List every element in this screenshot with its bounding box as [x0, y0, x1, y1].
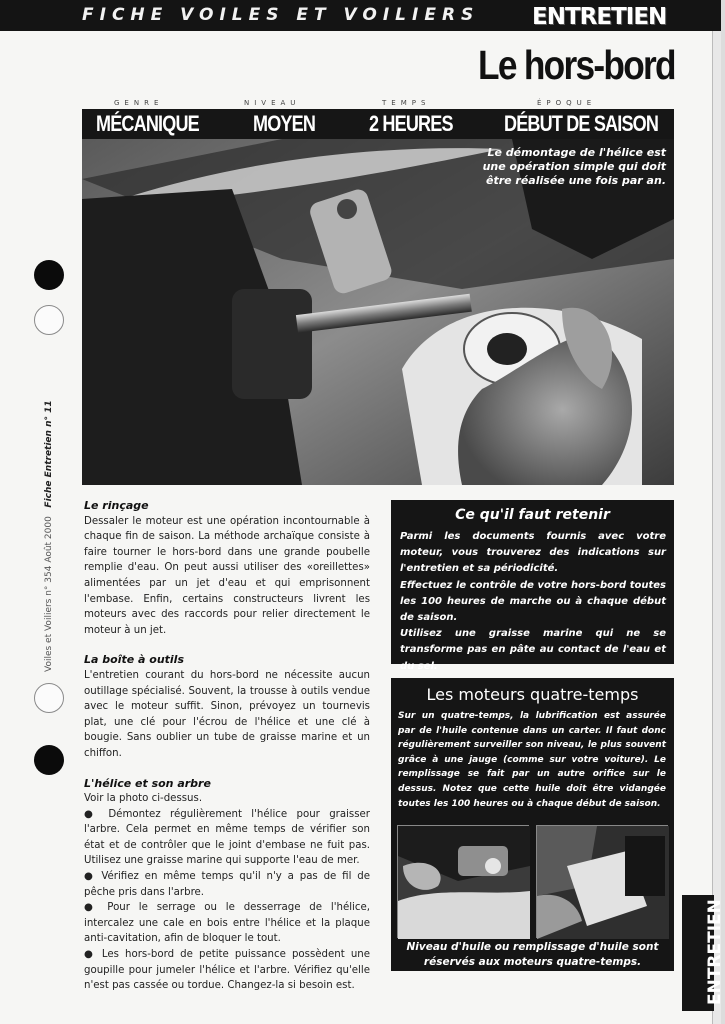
- bullet-paragraph: ● Les hors-bord de petite puissance possèdent une goupille pour jumeler l'hélice et l'arbre. Vérifiez qu'elle n'est pas cassée ou tordue. Changez-la si besoin est.: [84, 949, 370, 992]
- quatre-temps-body: Sur un quatre-temps, la lubrification est assurée par de l'huile contenue dans un carter. Il faut donc régulièrement surveiller son niveau, le plus souvent grâce à une jauge (comme sur votre voiture). Le remplissage se fait par un autre orifice sur le dessus. Notez que cette huile doit être vidangée toutes les 100 heures ou à chaque début de saison.: [398, 711, 666, 809]
- paragraph: Voir la photo ci-dessus.: [84, 793, 203, 805]
- heading-helice: L'hélice et son arbre: [84, 776, 211, 790]
- page-edge: [712, 31, 721, 1024]
- info-labels: [82, 99, 674, 109]
- heading-boite-a-outils: La boîte à outils: [84, 653, 184, 667]
- main-photo: [82, 139, 674, 485]
- paragraph: L'entretien courant du hors-bord ne nécessite aucun outillage spécialisé. Souvent, la trousse à outils vendue avec le moteur suffit. Sinon, prévoyez un tournevis plat, une clé pour l'écrou de l'hélice et une clé à bougie. Sans oublier un tube de graisse marine et un chiffon.: [84, 669, 370, 759]
- issue-reference: [44, 400, 54, 672]
- quatre-temps-title: Les moteurs quatre-temps: [426, 685, 639, 704]
- value-temps: 2 HEURES: [369, 111, 453, 136]
- binder-hole: [34, 260, 64, 290]
- oil-bottle-illustration: [537, 826, 669, 939]
- issue-label: Voiles et Voiliers n° 354 Août 2000: [44, 516, 54, 672]
- info-bar: [82, 109, 674, 139]
- top-banner: [0, 0, 721, 31]
- label-temps: TEMPS: [382, 99, 431, 107]
- heading-rincage: Le rinçage: [84, 499, 149, 512]
- retenir-point: Utilisez une graisse marine qui ne se transforme pas en pâte au contact de l'eau et du sel.: [400, 628, 666, 672]
- bullet-paragraph: ● Pour le serrage ou le desserrage de l'hélice, intercalez une cale en bois entre l'hélice et la plaque anti-cavitation, afin de bloquer le tout.: [84, 902, 370, 945]
- label-epoque: ÉPOQUE: [537, 99, 597, 107]
- engine-photo-illustration: [398, 826, 530, 939]
- label-niveau: NIVEAU: [244, 99, 301, 107]
- quatre-temps-caption: Niveau d'huile ou remplissage d'huile sont réservés aux moteurs quatre-temps.: [406, 941, 659, 968]
- retenir-point: Parmi les documents fournis avec votre moteur, vous trouverez des indications sur l'entretien et sa périodicité.: [400, 531, 666, 575]
- photo-caption: Le démontage de l'hélice est une opération simple qui doit être réalisée une fois par an.: [482, 146, 666, 187]
- value-genre: MÉCANIQUE: [96, 111, 199, 136]
- binder-hole: [34, 745, 64, 775]
- retenir-title: Ce qu'il faut retenir: [455, 507, 610, 523]
- page-title: Le hors-bord: [478, 42, 675, 88]
- fiche-number: Fiche Entretien n° 11: [44, 400, 54, 508]
- quatre-temps-box: [391, 678, 674, 971]
- propeller-photo-illustration: [82, 139, 674, 485]
- label-genre: GENRE: [114, 99, 164, 107]
- section-tab-label: ENTRETIEN: [705, 899, 725, 1005]
- paragraph: Dessaler le moteur est une opération incontournable à chaque fin de saison. La méthode archaïque consiste à faire tourner le hors-bord dans une grande poubelle remplie d'eau. On peut aussi utiliser des «oreillettes» alimentées par un jet d'eau et qui emprisonnent l'embase. Enfin, certains constructeurs livrent les moteurs avec des raccords pour relier directement le moteur à un jet.: [84, 515, 370, 636]
- oil-level-photo: [397, 825, 529, 938]
- value-epoque: DÉBUT DE SAISON: [504, 111, 659, 136]
- bullet-paragraph: ● Démontez régulièrement l'hélice pour graisser l'arbre. Cela permet en même temps de vérifier son état et de contrôler que le joint d'embase ne fuit pas. Utilisez une graisse marine qui supporte l'eau de mer.: [84, 808, 370, 867]
- value-niveau: MOYEN: [253, 111, 316, 136]
- section-tab: [682, 895, 725, 1011]
- binder-hole: [34, 305, 64, 335]
- binder-hole: [34, 683, 64, 713]
- bullet-paragraph: ● Vérifiez en même temps qu'il n'y a pas de fil de pêche pris dans l'arbre.: [84, 871, 370, 898]
- series-title: FICHE VOILES ET VOILIERS: [82, 5, 480, 25]
- retenir-box: [391, 500, 674, 672]
- section-label: ENTRETIEN: [532, 4, 667, 30]
- oil-filling-photo: [536, 825, 668, 938]
- retenir-point: Effectuez le contrôle de votre hors-bord toutes les 100 heures de marche ou à chaque début de saison.: [400, 579, 666, 624]
- article-column: [84, 498, 370, 994]
